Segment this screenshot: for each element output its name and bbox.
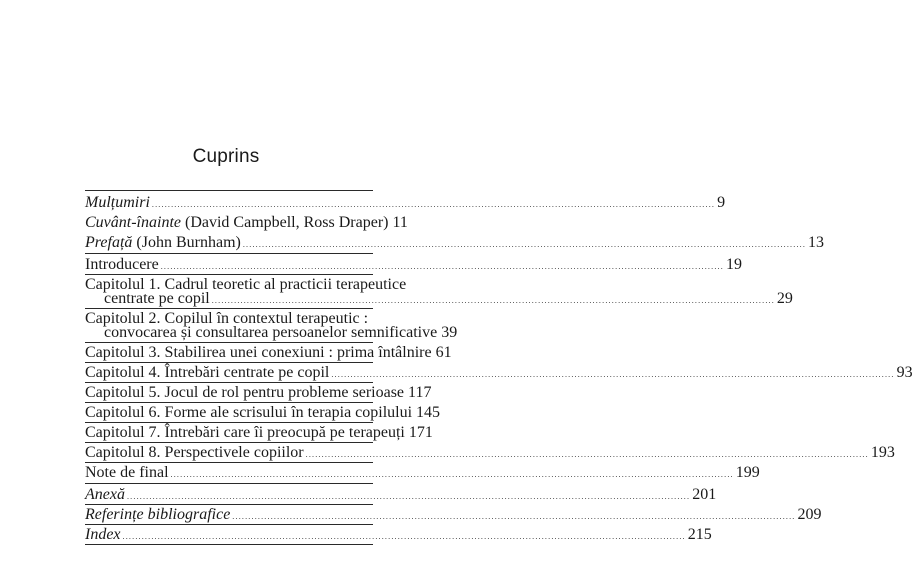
toc-entry-cuvant-inainte	[85, 214, 408, 231]
toc-entry-authors: (David Campbell, Ross Draper)	[180, 214, 389, 231]
divider-front-matter	[85, 253, 373, 254]
toc-page-number: 145	[416, 404, 441, 421]
toc-entry-title: Capitolul 8. Perspectivele copiilor	[85, 444, 304, 461]
toc-entry-authors: (John Burnham)	[132, 234, 241, 251]
toc-entry-title: Mulțumiri	[85, 194, 150, 211]
toc-entry-title-continued: centrate pe copil	[104, 290, 210, 307]
toc-entry-anexa	[85, 486, 717, 503]
toc-entry-referinte	[85, 506, 822, 523]
divider	[85, 442, 373, 443]
divider	[85, 504, 373, 505]
toc-page-number: 61	[435, 344, 452, 361]
toc-entry-title-continued: convocarea și consultarea persoanelor semnificative	[104, 324, 438, 341]
divider-bottom	[85, 544, 373, 545]
toc-entry-title: Capitolul 7. Întrebări care îi preocupă pe terapeuți	[85, 424, 405, 441]
toc-entry-capitolul-4	[85, 364, 913, 381]
toc-page-number: 201	[692, 486, 717, 503]
toc-entry-title: Anexă	[85, 486, 125, 503]
page-title: Cuprins	[192, 146, 260, 167]
toc-leader-dots	[243, 238, 806, 251]
toc-entry-title: Capitolul 3. Stabilirea unei conexiuni : prima întâlnire	[85, 344, 432, 361]
toc-page-number: 9	[717, 194, 726, 211]
divider-back-matter	[85, 483, 373, 484]
toc-entry-title: Capitolul 4. Întrebări centrate pe copil	[85, 364, 330, 381]
toc-entry-title: Capitolul 1. Cadrul teoretic al practicii terapeutice	[85, 276, 407, 293]
toc-entry-capitolul-2-line-2	[85, 324, 458, 341]
toc-entry-title: Capitolul 6. Forme ale scrisului în terapia copilului	[85, 404, 413, 421]
toc-page-number: 11	[392, 214, 408, 231]
toc-entry-capitolul-6	[85, 404, 441, 421]
toc-leader-dots	[306, 448, 869, 461]
toc-page-number: 117	[408, 384, 432, 401]
toc-leader-dots	[212, 294, 775, 307]
toc-leader-dots	[331, 368, 894, 381]
toc-entry-title: Introducere	[85, 256, 159, 273]
toc-page-number: 13	[808, 234, 825, 251]
toc-page-number: 171	[408, 424, 433, 441]
toc-page-number: 209	[797, 506, 822, 523]
toc-leader-dots	[123, 530, 686, 543]
toc-entry-title: Note de final	[85, 464, 169, 481]
divider	[85, 462, 373, 463]
divider	[85, 274, 373, 275]
toc-entry-title: Referințe bibliografice	[85, 506, 231, 523]
divider	[85, 362, 373, 363]
toc-entry-title: Prefață	[85, 234, 133, 251]
toc-entry-index	[85, 526, 712, 543]
toc-entry-capitolul-7	[85, 424, 433, 441]
toc-entry-title: Index	[85, 526, 121, 543]
toc-page-number: 193	[870, 444, 895, 461]
toc-entry-title: Capitolul 5. Jocul de rol pentru probleme serioase	[85, 384, 405, 401]
toc-entry-capitolul-5	[85, 384, 432, 401]
toc-entry-capitolul-3	[85, 344, 452, 361]
toc-page-number: 215	[687, 526, 712, 543]
divider	[85, 524, 373, 525]
toc-leader-dots	[232, 510, 795, 523]
toc-page-number: 93	[896, 364, 913, 381]
toc-leader-dots	[171, 468, 734, 481]
toc-page-number: 29	[776, 290, 793, 307]
toc-entry-title: Cuvânt-înainte	[85, 214, 181, 231]
toc-entry-note-de-final	[85, 464, 760, 481]
divider	[85, 382, 373, 383]
toc-entry-capitolul-1-line-2	[85, 290, 793, 307]
divider	[85, 422, 373, 423]
toc-entry-capitolul-8	[85, 444, 895, 461]
toc-page-number: 39	[441, 324, 458, 341]
toc-entry-introducere	[85, 256, 742, 273]
toc-page-number: 19	[725, 256, 742, 273]
divider	[85, 342, 373, 343]
toc-entry-prefata	[85, 234, 825, 251]
toc-entry-multumiri	[85, 194, 726, 211]
divider-top	[85, 190, 373, 191]
toc-leader-dots	[152, 198, 715, 211]
divider	[85, 308, 373, 309]
toc-page-number: 199	[735, 464, 760, 481]
toc-entry-title: Capitolul 2. Copilul în contextul terapeutic :	[85, 310, 369, 327]
divider	[85, 402, 373, 403]
toc-leader-dots	[161, 260, 724, 273]
toc-leader-dots	[127, 490, 690, 503]
